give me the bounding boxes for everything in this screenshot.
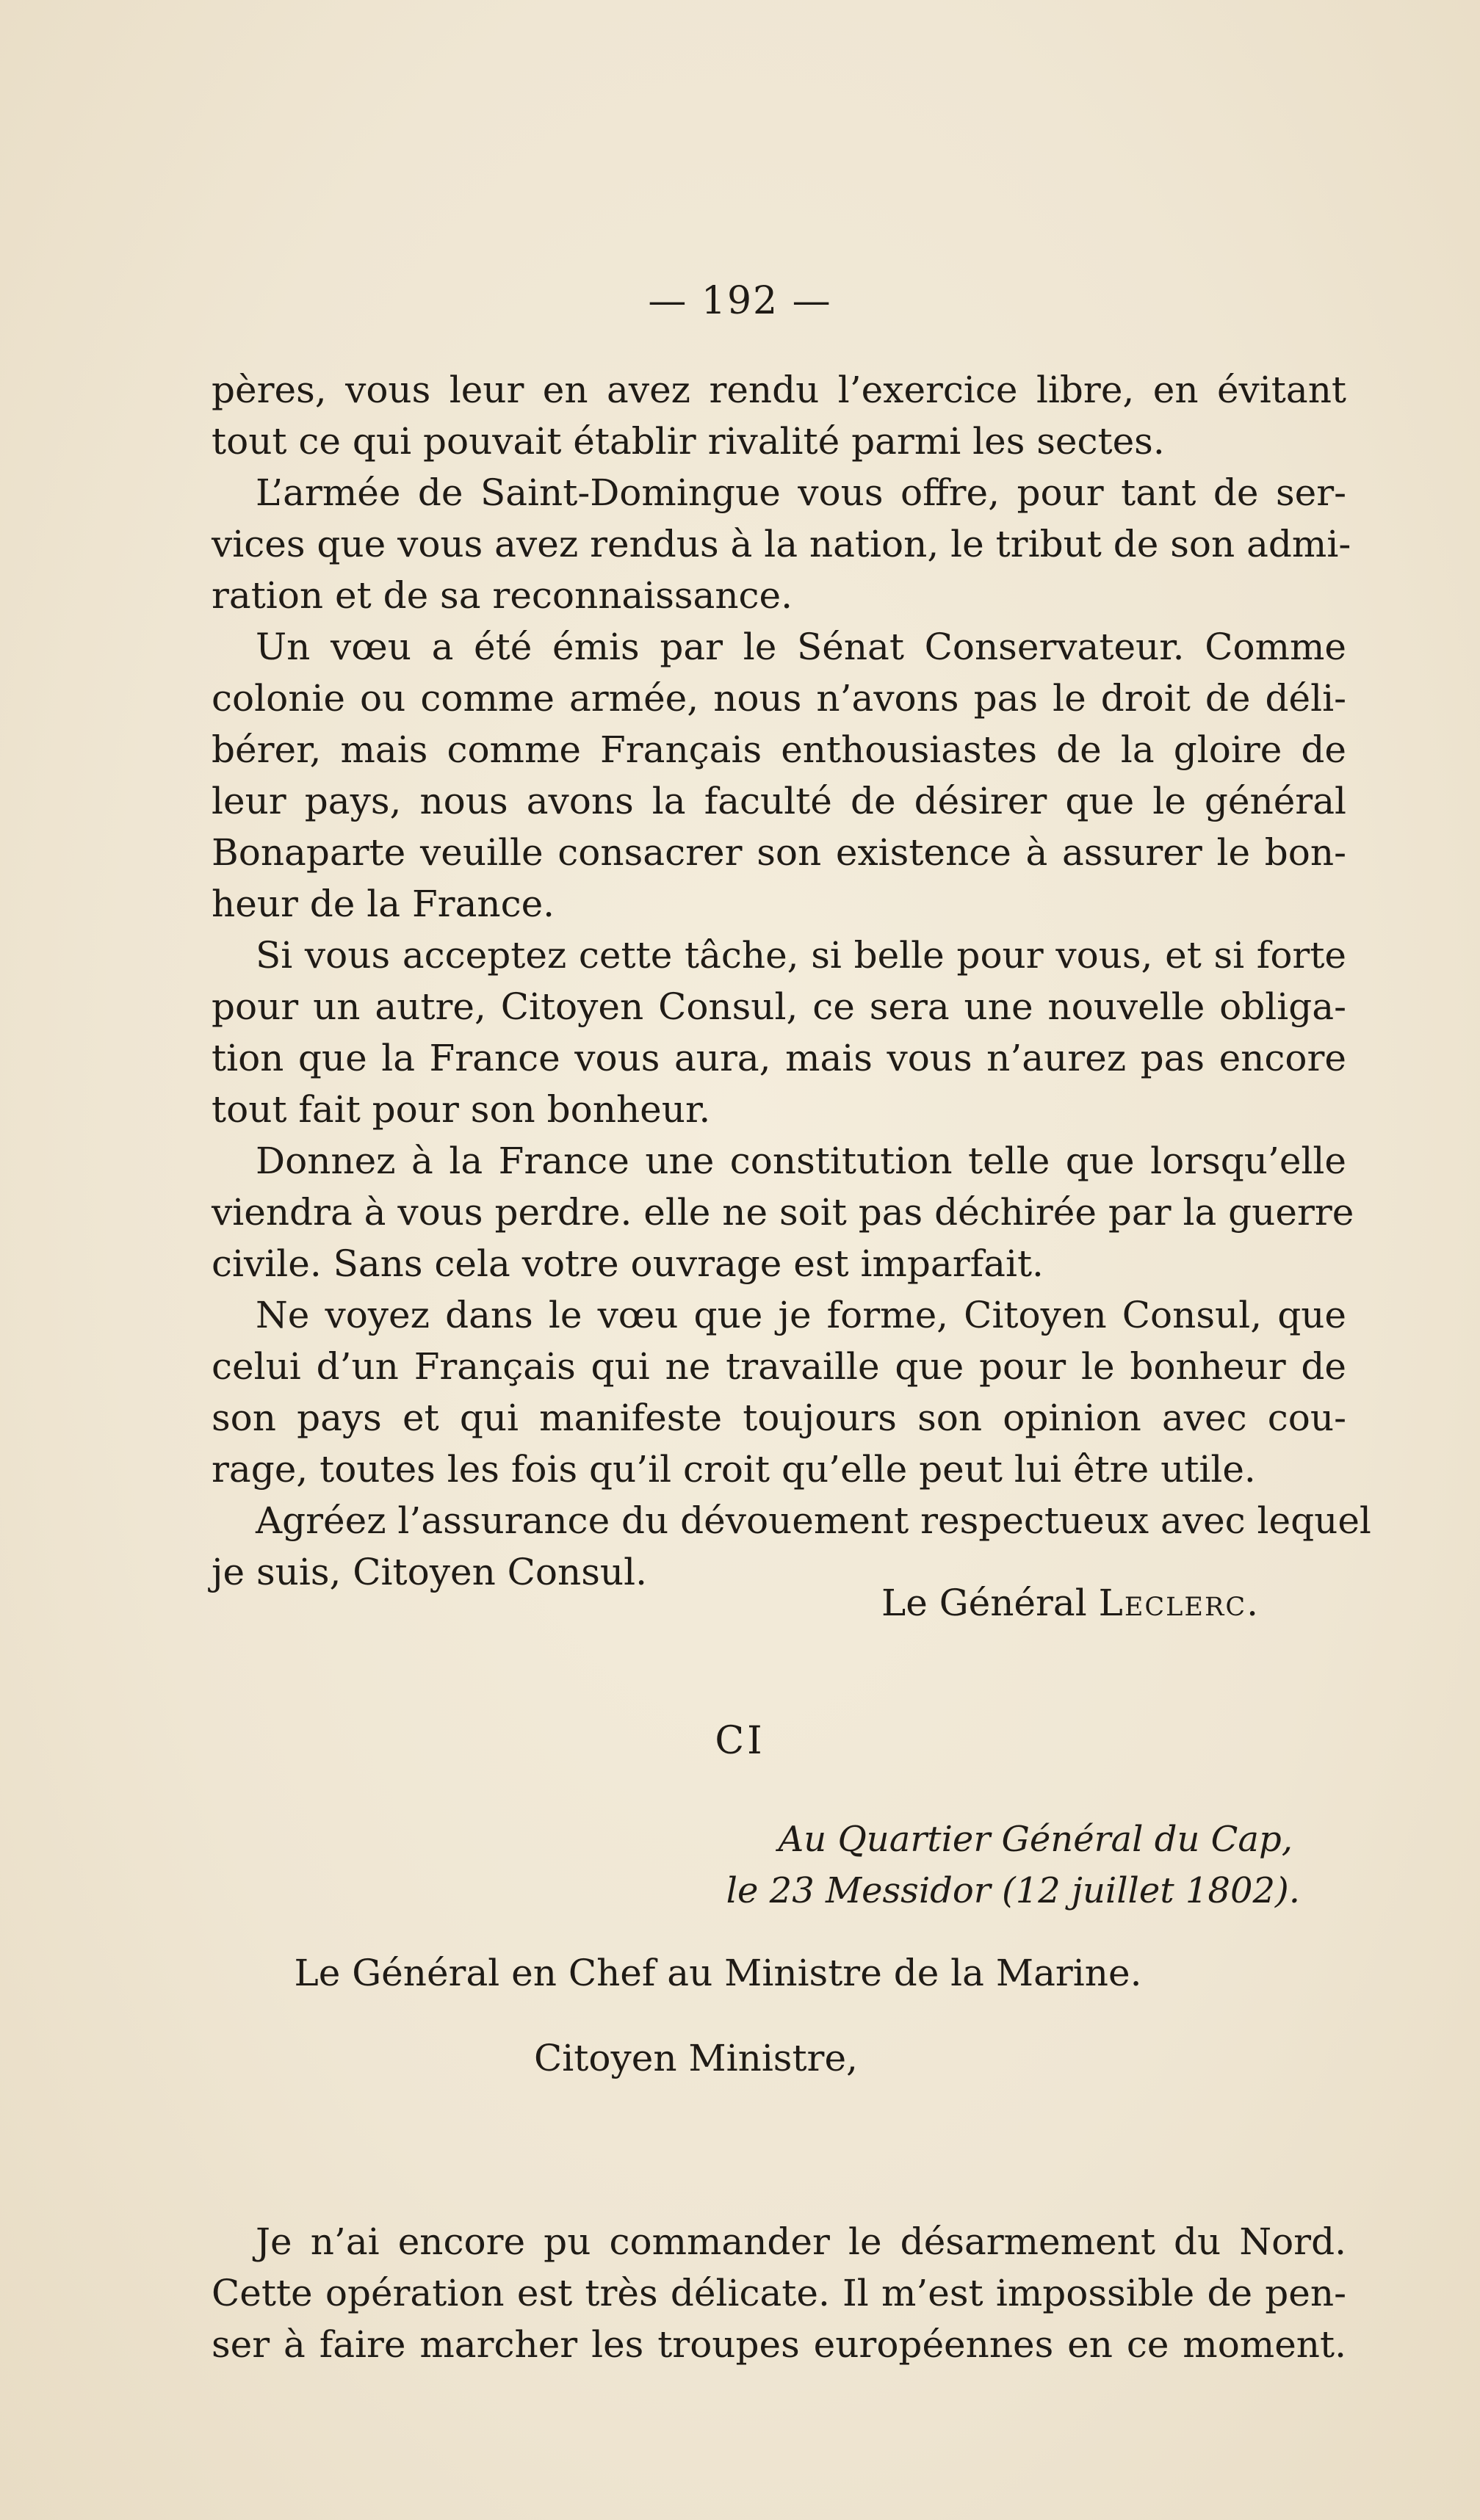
text-line: ser à faire marcher les troupes européennes en ce moment.	[212, 2323, 1346, 2366]
text-line: Donnez à la France une constitution telle que lorsqu’elle	[256, 1140, 1346, 1182]
text-line: Un vœu a été émis par le Sénat Conservateur. Comme	[256, 626, 1346, 668]
text-line: Bonaparte veuille consacrer son existence à assurer le bon-	[212, 831, 1346, 874]
text-line: rage, toutes les fois qu’il croit qu’elle peut lui être utile.	[212, 1448, 1256, 1491]
dateline-place: Au Quartier Général du Cap,	[778, 1819, 1293, 1860]
text-line: Cette opération est très délicate. Il m’est impossible de pen-	[212, 2272, 1346, 2314]
text-line: Si vous acceptez cette tâche, si belle pour vous, et si forte	[256, 934, 1346, 977]
signature-prefix: Le Général	[881, 1582, 1087, 1624]
signature-name: Leclerc.	[1098, 1582, 1260, 1624]
text-line: leur pays, nous avons la faculté de désirer que le général	[212, 780, 1346, 822]
letter-body-previous	[212, 364, 1371, 1598]
text-line: Agréez l’assurance du dévouement respectueux avec lequel	[256, 1499, 1371, 1542]
text-line: bérer, mais comme Français enthousiastes de la gloire de	[212, 728, 1346, 771]
text-line: Je n’ai encore pu commander le désarmement du Nord.	[256, 2220, 1346, 2263]
text-line: heur de la France.	[212, 883, 555, 925]
text-line: viendra à vous perdre. elle ne soit pas déchirée par la guerre	[212, 1191, 1354, 1234]
dateline-date: le 23 Messidor (12 juillet 1802).	[726, 1870, 1300, 1911]
text-line: vices que vous avez rendus à la nation, le tribut de son admi-	[212, 523, 1351, 565]
text-line: L’armée de Saint-Domingue vous offre, pour tant de ser-	[256, 471, 1346, 514]
text-line: tout ce qui pouvait établir rivalité parmi les sectes.	[212, 420, 1165, 463]
text-line: civile. Sans cela votre ouvrage est imparfait.	[212, 1242, 1044, 1285]
text-line: colonie ou comme armée, nous n’avons pas le droit de déli-	[212, 677, 1346, 720]
text-line: pour un autre, Citoyen Consul, ce sera une nouvelle obliga-	[212, 985, 1346, 1028]
text-line: tion que la France vous aura, mais vous n’aurez pas encore	[212, 1037, 1346, 1079]
address-line: Le Général en Chef au Ministre de la Marine.	[294, 1952, 1142, 1994]
signature	[881, 1577, 1260, 1629]
text-line: pères, vous leur en avez rendu l’exercice libre, en évitant	[212, 369, 1346, 411]
text-line: son pays et qui manifeste toujours son opinion avec cou-	[212, 1397, 1346, 1439]
letter-body-new	[212, 2216, 1346, 2370]
salutation: Citoyen Ministre,	[534, 2037, 858, 2079]
text-line: celui d’un Français qui ne travaille que pour le bonheur de	[212, 1345, 1346, 1388]
text-line: Ne voyez dans le vœu que je forme, Citoyen Consul, que	[256, 1294, 1346, 1336]
text-line: tout fait pour son bonheur.	[212, 1088, 711, 1131]
text-line: ration et de sa reconnaissance.	[212, 574, 793, 617]
text-line: je suis, Citoyen Consul.	[212, 1551, 647, 1593]
page-number: — 192 —	[648, 279, 832, 323]
letter-number: CI	[715, 1719, 765, 1763]
